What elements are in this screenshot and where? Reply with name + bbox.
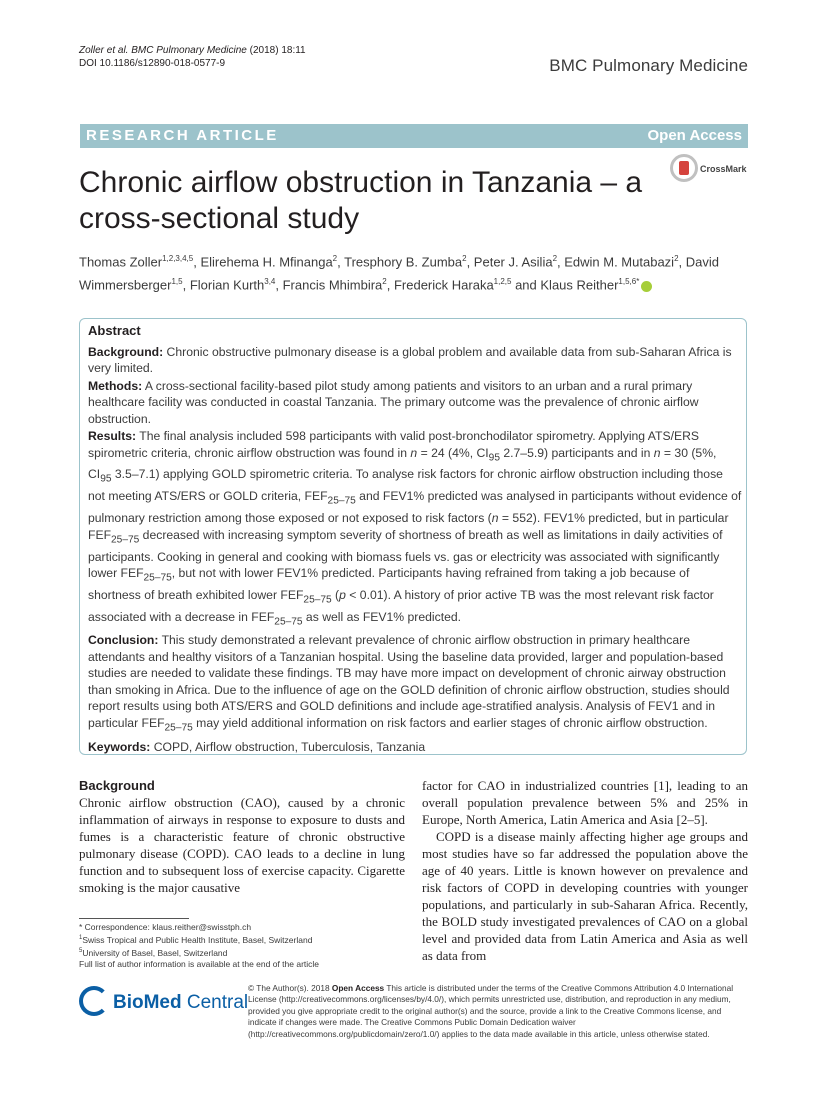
body-column-right [422, 777, 748, 964]
citation-rest: (2018) 18:11 [246, 45, 306, 56]
journal-name: BMC Pulmonary Medicine [549, 56, 748, 75]
correspondence[interactable]: * Correspondence: klaus.reither@swisstph.ch [79, 922, 252, 932]
article-title: Chronic airflow obstruction in Tanzania – a cross-sectional study [79, 166, 643, 235]
abstract-heading: Abstract [88, 323, 141, 338]
abstract-keywords: Keywords: COPD, Airflow obstruction, Tuberculosis, Tanzania [88, 739, 426, 754]
citation-authors: Zoller et al. [79, 45, 129, 56]
author-list: Thomas Zoller$^{1,2,3,4,5}$, Elirehema H. Mfinanga$^2$, Tresphory B. Zumba$^2$, Peter J. Asilia$^2$, Edwin M. Mutabazi$^2$, David Wimmersberger$^{1,5}$, Florian Kurth$^{3,4}$, Francis Mhimbira$^2$, Frederick Haraka$^{1,2,5}$ and Klaus Reither$^{1,5,6*}$ [79, 254, 719, 293]
footnotes [79, 922, 319, 970]
section-heading: Background [79, 778, 155, 793]
abstract-results: Results: The final analysis included 598 participants with valid post-bronchodilator spirometry. Applying ATS/ERS spirometric criteria, chronic airflow obstruction was found in n = 24 (4%, $CI_{95}$ 2.7–5.9) participants and in n = 30 (5%, $CI_{95}$ 3.5–7.1) applying GOLD spirometric criteria. To analyse risk factors for chronic airflow obstruction including those not meeting ATS/ERS or GOLD criteria, $FEF_{25-75}$ and FEV1% predicted was analysed in participants without evidence of pulmonary restriction among those exposed or not exposed to risk factors (n = 552). FEV1% predicted, but in particular $FEF_{25-75}$ decreased with increasing symptom severity of shortness of breath as well as limitations in daily activities of participants. Cooking in general and cooking with biomass fuels vs. gas or electricity was associated with significantly lower $FEF_{25-75}$, but not with lower FEV1% predicted. Participants having refrained from taking a job because of shortness of breath exhibited lower $FEF_{25-75}$ (p < 0.01). A history of prior active TB was the most relevant risk factor associated with a decrease in $FEF_{25-75}$ as well as FEV1% predicted. [88, 429, 742, 628]
body-column-left [79, 777, 405, 896]
crossmark-label: CrossMark [700, 164, 747, 174]
doi: DOI 10.1186/s12890-018-0577-9 [79, 58, 226, 69]
open-access-label[interactable]: Open Access [647, 127, 742, 144]
body-paragraph: factor for CAO in industrialized countries [1], leading to an overall population prevalence between 5% and 25% in Europe, North America, Latin America and Asia [2–5]. [422, 778, 748, 827]
abstract [88, 323, 742, 756]
biomed-central-logo-icon[interactable]: BioMed Central [79, 986, 239, 1026]
crossmark-icon [670, 154, 698, 182]
abstract-background: Background: Chronic obstructive pulmonary disease is a global problem and available data from sub-Saharan Africa is very limited. [88, 344, 732, 375]
abstract-conclusion: Conclusion: This study demonstrated a relevant prevalence of chronic airflow obstruction in primary healthcare attendants and healthy visitors of a Tanzanian hospital. Using the baseline data provided, larger and population-based studies are needed to validate these findings. TB may have more impact on development of chronic airway obstruction than smoking in Africa. Due to the influence of age on the GOLD definition of chronic airflow obstruction, studies should report results using both ATS/ERS and GOLD definitions and include age-stratified analysis. Analysis of FEV1 and in particular $FEF_{25-75}$ may yield additional information on risk factors and earlier stages of chronic airflow obstruction. [88, 633, 730, 733]
affiliation-5: $^5$University of Basel, Basel, Switzerland [79, 947, 228, 958]
citation-journal: BMC Pulmonary Medicine [131, 45, 247, 56]
crossmark-badge[interactable] [670, 154, 750, 188]
body-paragraph: COPD is a disease mainly affecting higher age groups and most studies have so far addressed the population above the age of 40 years. Little is known however on prevalence and risk factors of COPD in developing countries with younger populations, and particularly in sub-Saharan Africa. Recently, the BOLD study investigated prevalences of CAO on a global level and provided data from Latin America and Asia as well as data from [422, 829, 748, 963]
body-paragraph: Chronic airflow obstruction (CAO), caused by a chronic inflammation of airways in response to exposure to dusts and fumes is a characteristic feature of chronic obstructive pulmonary disease (COPD). CAO leads to a decline in lung function and to subsequent loss of exercise capacity. Cigarette smoking is the major causative [79, 795, 405, 895]
license-text: © The Author(s). 2018 Open Access This article is distributed under the terms of the Creative Commons Attribution 4.0 International License (http://creativecommons.org/licenses/by/4.0/), which permits unrestricted use, distribution, and reproduction in any medium, provided you give appropriate credit to the original author(s) and the source, provide a link to the Creative Commons license, and indicate if changes were made. The Creative Commons Public Domain Dedication waiver (http://creativecommons.org/publicdomain/zero/1.0/) applies to the data made available in this article, unless otherwise stated. [248, 983, 734, 1039]
orcid-icon[interactable] [641, 281, 652, 292]
footnote-divider [79, 918, 189, 919]
author-info-note: Full list of author information is available at the end of the article [79, 958, 320, 969]
affiliation-1: $^1$Swiss Tropical and Public Health Institute, Basel, Switzerland [79, 934, 313, 945]
abstract-methods: Methods: A cross-sectional facility-based pilot study among patients and visitors to an urban and a rural primary healthcare facility was conducted in coastal Tanzania. The primary outcome was the prevalence of chronic airflow obstruction. [88, 378, 699, 426]
citation-header [79, 44, 306, 70]
article-type-label: RESEARCH ARTICLE [86, 127, 279, 144]
article-type-banner [80, 124, 748, 148]
